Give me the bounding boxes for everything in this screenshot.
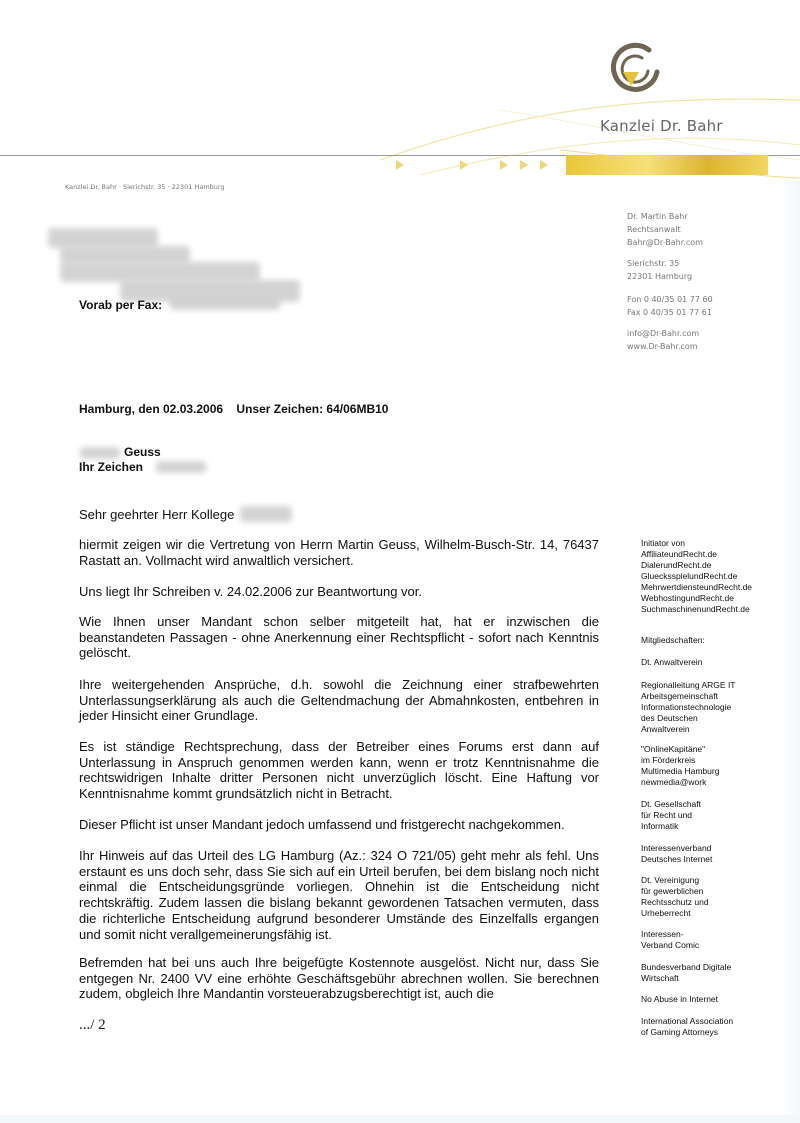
scan-edge-shade: [780, 180, 800, 1115]
body-paragraph: Dieser Pflicht ist unser Mandant jedoch umfassend und fristgerecht nachgekommen.: [79, 817, 565, 832]
redacted-recipient: [60, 262, 260, 282]
vorab-per-fax: Vorab per Fax:: [79, 298, 163, 312]
membership-item: Bundesverband Digitale Wirtschaft: [641, 962, 732, 983]
initiator-block: [641, 538, 791, 615]
redacted-reference: [156, 461, 206, 473]
date-and-reference: Hamburg, den 02.03.2006 Unser Zeichen: 64/06MB10: [79, 402, 389, 416]
contact-fax: Fax 0 40/35 01 77 61: [627, 308, 712, 317]
membership-item: "OnlineKapitäne" im Förderkreis Multimedia Hamburg newmedia@work: [641, 744, 720, 787]
contact-info-email[interactable]: info@Dr-Bahr.com: [627, 329, 700, 338]
membership-item: Regionalleitung ARGE IT Arbeitsgemeinschaft Informationstechnologie des Deutschen Anwaltverein: [641, 680, 736, 734]
membership-item: Interessen- Verband Comic: [641, 929, 700, 950]
contact-web: [627, 327, 699, 353]
body-paragraph: hiermit zeigen wir die Vertretung von Herrn Martin Geuss, Wilhelm-Busch-Str. 14, 76437 Rastatt an. Vollmacht wird anwaltlich versichert.: [79, 537, 599, 568]
contact-block: [627, 210, 703, 249]
firm-name: Kanzlei Dr. Bahr: [600, 117, 723, 135]
membership-item: Interessenverband Deutsches Internet: [641, 843, 713, 864]
arrow-icon: [500, 160, 508, 170]
contact-address: [627, 257, 692, 283]
contact-name: Dr. Martin Bahr: [627, 212, 688, 221]
redacted-recipient: [170, 296, 280, 310]
initiator-title: Initiator von: [641, 538, 685, 548]
contact-city: 22301 Hamburg: [627, 272, 693, 281]
letterhead-image-strip: [566, 155, 768, 175]
arrow-icon: [460, 160, 468, 170]
contact-street: Sierichstr. 35: [627, 259, 680, 268]
body-paragraph: Wie Ihnen unser Mandant schon selber mitgeteilt hat, hat er inzwischen die beanstandeten Passagen - ohne Anerkennung einer Rechtspflicht - sofort nach Kenntnis gelöscht.: [79, 614, 599, 661]
membership-item: Dt. Gesellschaft für Recht und Informatik: [641, 799, 701, 831]
scan-bottom-band: [0, 1115, 800, 1123]
initiator-site: GluecksspielundRecht.de: [641, 571, 738, 581]
arrow-icon: [396, 160, 404, 170]
initiator-site: AffiliateundRecht.de: [641, 549, 717, 559]
arrow-icon: [540, 160, 548, 170]
firm-logo-icon: [605, 38, 665, 98]
contact-email[interactable]: Bahr@Dr-Bahr.com: [627, 238, 703, 247]
body-paragraph: Es ist ständige Rechtsprechung, dass der Betreiber eines Forums erst dann auf Unterlassung in Anspruch genommen werden kann, wenn er trotz Kenntnisnahme die rechtswidrigen Inhalte dritter Personen nicht unverzüglich löscht. Eine Haftung vor Kenntnisnahme kommt grundsätzlich nicht in Betracht.: [79, 739, 599, 802]
contact-fon: Fon 0 40/35 01 77 60: [627, 295, 713, 304]
salutation: Sehr geehrter Herr Kollege: [79, 507, 235, 522]
redacted-recipient: [48, 228, 158, 248]
memberships-title: Mitgliedschaften:: [641, 635, 705, 645]
membership-item: Dt. Vereinigung für gewerblichen Rechtsschutz und Urheberrecht: [641, 875, 709, 918]
contact-title: Rechtsanwalt: [627, 225, 681, 234]
membership-item: No Abuse in Internet: [641, 994, 719, 1004]
subject-name: Geuss: [124, 445, 161, 459]
body-paragraph: Ihr Hinweis auf das Urteil des LG Hamburg (Az.: 324 O 721/05) geht mehr als fehl. Uns erstaunt es uns doch sehr, dass Sie sich auf ein Urteil berufen, bei dem bislang noch nicht einmal die Entscheidungsgründe vorliegen. Ohnehin ist die Entscheidung nicht rechtskräftig. Zudem lassen die bislang bekannt gewordenen Tatsachen vermuten, dass die richterliche Entscheidung aufgrund besonderer Umstände des Einzelfalls ergangen und somit nicht verallgemeinerungsfähig ist.: [79, 848, 599, 942]
arrow-icon: [520, 160, 528, 170]
initiator-site: WebhostingundRecht.de: [641, 593, 734, 603]
initiator-site: SuchmaschinenundRecht.de: [641, 604, 750, 614]
page-continuation-marker: .../ 2: [79, 1017, 106, 1033]
body-paragraph: Uns liegt Ihr Schreiben v. 24.02.2006 zur Beantwortung vor.: [79, 584, 423, 599]
contact-phone: [627, 293, 713, 319]
subject-reference: Ihr Zeichen: [79, 460, 144, 474]
membership-item: International Association of Gaming Attorneys: [641, 1016, 734, 1037]
body-paragraph: Befremden hat bei uns auch Ihre beigefügte Kostennote ausgelöst. Nicht nur, dass Sie entgegen Nr. 2400 VV eine erhöhte Geschäftsgebühr abrechnen wollen. Sie berechnen zudem, obgleich Ihre Mandantin vorsteuerabzugsberechtigt ist, auch die: [79, 955, 599, 1002]
initiator-site: DialerundRecht.de: [641, 560, 712, 570]
sender-address-line: Kanzlei Dr. Bahr · Sierichstr. 35 · 22301 Hamburg: [65, 183, 225, 191]
membership-item: Dt. Anwaltverein: [641, 657, 703, 667]
redacted-name: [80, 447, 120, 459]
body-paragraph: Ihre weitergehenden Ansprüche, d.h. sowohl die Zeichnung einer strafbewehrten Unterlassungserklärung als auch die Geltendmachung der Abmahnkosten, entbehren in jeder Hinsicht einer Grundlage.: [79, 677, 599, 724]
contact-website[interactable]: www.Dr-Bahr.com: [627, 342, 698, 351]
initiator-site: MehrwertdiensteundRecht.de: [641, 582, 753, 592]
redacted-name: [240, 506, 292, 522]
